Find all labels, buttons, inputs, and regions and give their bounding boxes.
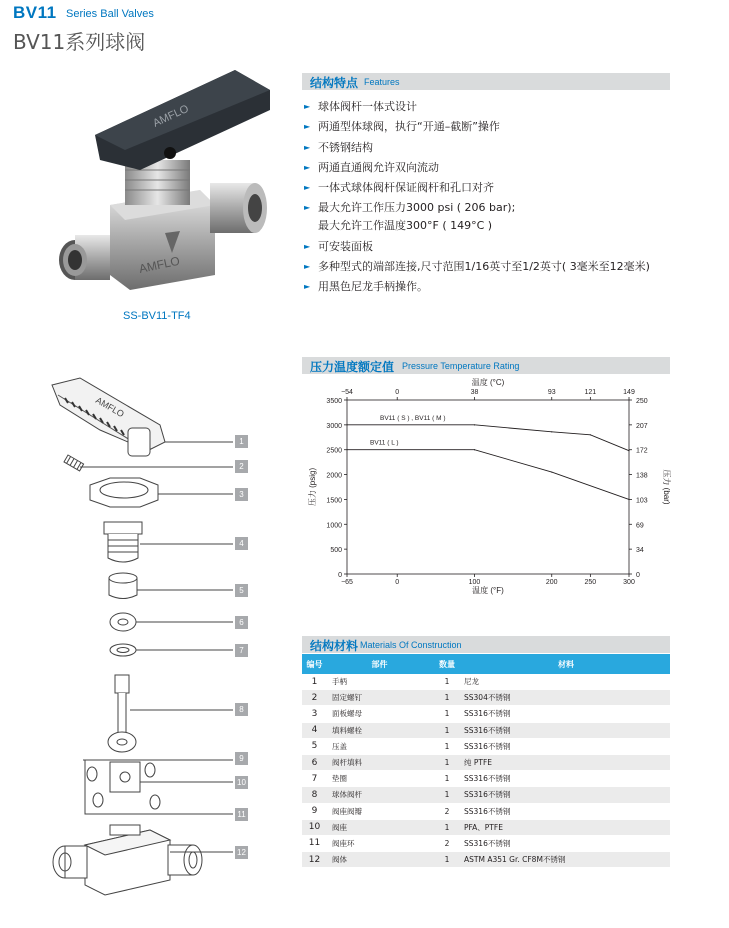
materials-heading-cn: 结构材料 [310, 639, 359, 653]
table-cell-no: 7 [302, 771, 327, 787]
bullet-arrow-icon: ► [304, 203, 311, 213]
materials-heading-en: Materials Of Construction [360, 640, 462, 650]
page-title: BV11系列球阀 [13, 30, 146, 54]
col-header-material: 材料 [462, 654, 670, 674]
table-row [302, 771, 670, 787]
series-subtitle: Series Ball Valves [66, 8, 154, 20]
table-cell-part: 阀座环 [327, 835, 432, 851]
table-cell-qty: 1 [432, 771, 462, 787]
table-row [302, 754, 670, 770]
table-cell-part: 阀杆填料 [327, 754, 432, 770]
table-row [302, 738, 670, 754]
series-code: BV11 [13, 3, 57, 22]
table-row [302, 722, 670, 738]
materials-section-header [302, 636, 670, 653]
callout-3: 3 [235, 488, 248, 501]
table-cell-qty: 2 [432, 803, 462, 819]
materials-table [302, 654, 670, 868]
series-point [551, 471, 552, 472]
table-cell-no: 8 [302, 787, 327, 803]
table-cell-part: 阀座 [327, 819, 432, 835]
callout-10: 10 [235, 776, 248, 789]
x-tick-label: 200 [545, 579, 558, 586]
table-cell-material: ASTM A351 Gr. CF8M不锈钢 [462, 852, 670, 868]
bullet-arrow-icon: ► [304, 282, 311, 292]
callout-5: 5 [235, 584, 248, 597]
y-tick-label: 1000 [326, 522, 342, 530]
table-cell-no: 3 [302, 706, 327, 722]
col-header-qty: 数量 [432, 654, 462, 674]
table-cell-material: SS304不锈钢 [462, 690, 670, 706]
product-photo [40, 55, 290, 305]
callout-12: 12 [235, 846, 248, 859]
table-cell-no: 10 [302, 819, 327, 835]
series-line [347, 425, 629, 451]
x-tick-label: −65 [341, 579, 353, 586]
table-cell-part: 阀体 [327, 852, 432, 868]
table-cell-part: 面板螺母 [327, 706, 432, 722]
series-point [628, 450, 629, 451]
svg-text:AMFLO: AMFLO [151, 102, 191, 130]
y-tick-label: 2000 [326, 472, 342, 480]
series-line [347, 450, 629, 500]
top-tick-label: 93 [547, 389, 556, 396]
table-cell-no: 2 [302, 690, 327, 706]
right-tick-label: 0 [636, 572, 640, 579]
table-cell-part: 压盖 [327, 738, 432, 754]
table-cell-part: 填料螺栓 [327, 722, 432, 738]
callout-7: 7 [235, 644, 248, 657]
table-cell-material: SS316不锈钢 [462, 803, 670, 819]
rating-heading-en: Pressure Temperature Rating [402, 361, 520, 371]
table-cell-material: SS316不锈钢 [462, 722, 670, 738]
y-tick-label: 3500 [326, 398, 342, 405]
table-cell-material: SS316不锈钢 [462, 738, 670, 754]
features-heading-cn: 结构特点 [310, 76, 359, 90]
bullet-arrow-icon: ► [304, 102, 311, 111]
series-label: BV11 ( S ) , BV11 ( M ) [380, 414, 446, 422]
series-point [346, 449, 347, 450]
materials-table-body [302, 674, 670, 868]
y-tick-label: 0 [338, 572, 342, 579]
table-row [302, 819, 670, 835]
bullet-arrow-icon: ► [304, 142, 311, 152]
exploded-view-drawing [40, 370, 260, 925]
features-heading-en: Features [364, 77, 400, 87]
table-cell-no: 4 [302, 722, 327, 738]
col-header-no: 编号 [302, 654, 327, 674]
y-tick-label: 2500 [326, 447, 342, 455]
table-cell-qty: 1 [432, 706, 462, 722]
table-cell-part: 固定螺钉 [327, 690, 432, 706]
feature-item: ► 球体阀杆一体式设计 [304, 100, 417, 113]
right-tick-label: 103 [636, 497, 648, 505]
x-tick-label: 250 [584, 579, 597, 586]
pressure-temperature-chart [302, 374, 682, 604]
table-cell-qty: 1 [432, 690, 462, 706]
table-cell-material: SS316不锈钢 [462, 835, 670, 851]
bullet-arrow-icon: ► [304, 162, 311, 172]
table-cell-material: SS316不锈钢 [462, 706, 670, 722]
top-tick-label: 121 [584, 389, 597, 396]
right-tick-label: 138 [636, 472, 648, 480]
bullet-arrow-icon: ► [304, 183, 311, 193]
series-point [474, 424, 475, 425]
feature-item: ► 多种型式的端部连接,尺寸范围1/16英寸至1/2英寸( 3毫米至12毫米) [304, 260, 650, 274]
right-tick-label: 207 [636, 422, 648, 430]
table-row [302, 803, 670, 819]
table-cell-qty: 1 [432, 819, 462, 835]
series-point [551, 431, 552, 432]
svg-text:AMFLO: AMFLO [137, 253, 182, 276]
table-cell-no: 5 [302, 738, 327, 754]
callout-2: 2 [235, 460, 248, 473]
x-tick-label: 300 [623, 579, 635, 586]
top-axis-title: 温度 (°C) [471, 378, 505, 387]
right-tick-label: 34 [636, 547, 644, 555]
feature-item: ► 用黑色尼龙手柄操作。 [304, 280, 428, 294]
feature-item: ► 不锈钢结构 [304, 140, 373, 154]
right-tick-label: 172 [636, 447, 648, 455]
callout-11: 11 [235, 808, 248, 821]
table-cell-qty: 1 [432, 674, 462, 690]
x-tick-label: 100 [468, 579, 481, 586]
bullet-arrow-icon: ► [304, 262, 311, 272]
table-cell-material: SS316不锈钢 [462, 771, 670, 787]
table-cell-material: 尼龙 [462, 674, 670, 690]
table-cell-no: 9 [302, 803, 327, 819]
right-tick-label: 250 [636, 398, 648, 405]
rating-section-header [302, 357, 670, 374]
table-cell-qty: 1 [432, 722, 462, 738]
bullet-arrow-icon: ► [304, 241, 311, 251]
feature-item: ► 两通型体球阀，执行“开通–截断”操作 [304, 120, 500, 134]
series-point [474, 449, 475, 450]
table-cell-part: 阀座阀瓣 [327, 803, 432, 819]
y-tick-label: 1500 [326, 497, 342, 505]
col-header-part: 部件 [327, 654, 432, 674]
x-axis-title: 温度 (°F) [472, 586, 504, 595]
table-cell-no: 11 [302, 835, 327, 851]
x-tick-label: 0 [395, 579, 400, 586]
table-cell-no: 1 [302, 674, 327, 690]
table-row [302, 674, 670, 690]
right-axis-title: 压力 (bar) [662, 469, 671, 505]
table-row [302, 852, 670, 868]
callout-1: 1 [235, 435, 248, 448]
features-list [303, 99, 703, 300]
table-cell-no: 6 [302, 754, 327, 770]
table-cell-qty: 1 [432, 738, 462, 754]
product-caption: SS-BV11-TF4 [123, 310, 191, 322]
callout-9: 9 [235, 752, 248, 765]
series-point [628, 499, 629, 500]
bullet-arrow-icon: ► [304, 122, 311, 132]
table-cell-material: 纯 PTFE [462, 754, 670, 770]
feature-item-continued: 最大允许工作温度300°F ( 149°C ) [318, 219, 493, 233]
top-tick-label: −54 [341, 389, 353, 396]
table-row [302, 690, 670, 706]
table-cell-qty: 1 [432, 787, 462, 803]
callout-6: 6 [235, 616, 248, 629]
svg-text:AMFLO: AMFLO [94, 395, 126, 420]
series-point [590, 434, 591, 435]
right-tick-label: 69 [636, 522, 644, 530]
y-axis-title: 压力 (psig) [308, 467, 317, 507]
table-cell-qty: 1 [432, 754, 462, 770]
callout-4: 4 [235, 537, 248, 550]
top-tick-label: 149 [623, 389, 635, 396]
series-point [346, 424, 347, 425]
table-cell-part: 垫圈 [327, 771, 432, 787]
table-row [302, 706, 670, 722]
table-row [302, 835, 670, 851]
table-header-row [302, 654, 670, 674]
series-label: BV11 ( L ) [370, 439, 399, 447]
table-cell-material: SS316不锈钢 [462, 787, 670, 803]
table-cell-part: 球体阀杆 [327, 787, 432, 803]
features-section-header [302, 73, 670, 90]
table-row [302, 787, 670, 803]
table-cell-qty: 1 [432, 852, 462, 868]
rating-heading-cn: 压力温度额定值 [310, 360, 395, 374]
table-cell-part: 手柄 [327, 674, 432, 690]
feature-item: ► 最大允许工作压力3000 psi ( 206 bar); [304, 201, 516, 215]
top-tick-label: 38 [470, 389, 479, 396]
feature-item: ► 一体式球体阀杆保证阀杆和孔口对齐 [304, 181, 494, 195]
y-tick-label: 3000 [326, 422, 342, 430]
table-cell-qty: 2 [432, 835, 462, 851]
y-tick-label: 500 [330, 547, 342, 555]
top-tick-label: 0 [395, 389, 400, 396]
callout-8: 8 [235, 703, 248, 716]
feature-item: ► 两通直通阀允许双向流动 [304, 160, 439, 174]
table-cell-material: PFA、PTFE [462, 819, 670, 835]
feature-item: ► 可安装面板 [304, 239, 373, 253]
table-cell-no: 12 [302, 852, 327, 868]
